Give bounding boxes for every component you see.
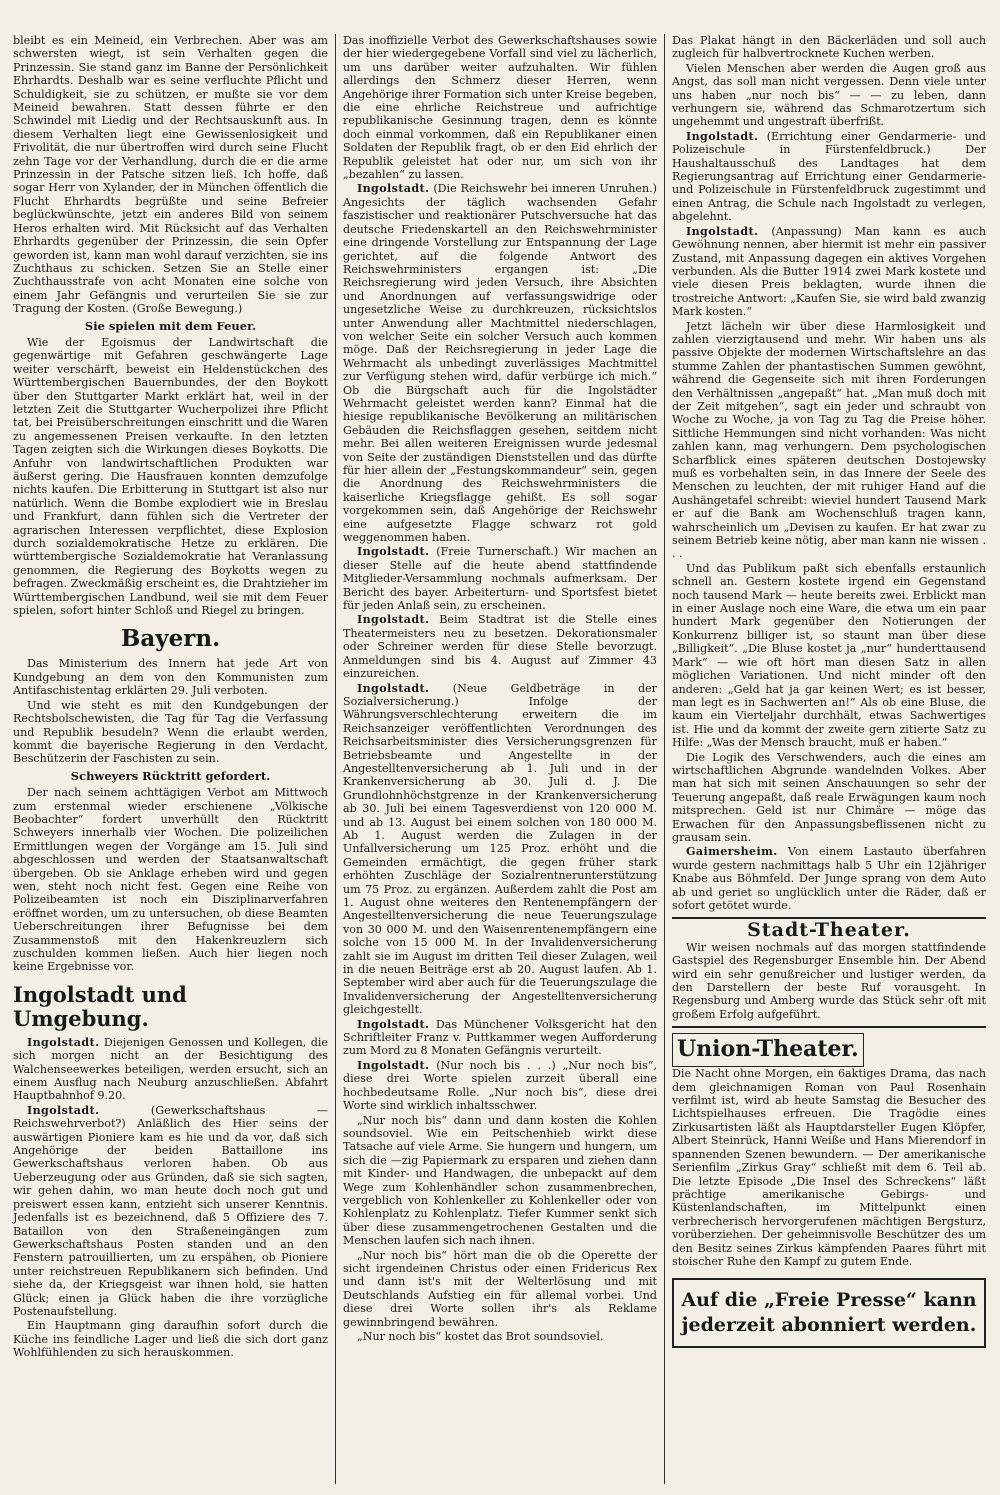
article-paragraph: Und das Publikum paßt sich ebenfalls erstaunlich schnell an. Gestern kostete irgend ein Gegenstand noch tausend Mark — heute bereits zwei. Erblickt man in einer Auslage noch eine Ware, die etwa um ein paar hundert Mark gegenüber den Notierungen der Konkurrenz billiger ist, so staunt man über diese „Billigkeit“. „Die Bluse kostet ja „nur“ hunderttausend Mark“ — wie oft hört man diesen Satz in allen möglichen Variationen. Und nicht minder oft den anderen: „Geld hat ja gar keinen Wert; es ist besser, man legt es in Sachwerten an!“ Als ob eine Bluse, die kaum ein Vierteljahr durchhält, etwas Sachwertiges ist. Hie und da kommt der zweite gern zitierte Satz zu Hilfe: „Was der Mensch braucht, muß er haben.“ [672,561,986,750]
dateline: Ingolstadt. [27,1035,100,1049]
column-3 [664,34,993,1484]
article-text: (Errichtung einer Gendarmerie- und Polizeischule in Fürstenfeldbruck.) Der Haushaltausschuß des Landtages hat dem Regierungsantrag auf Errichtung einer Gendarmerie- und Polizeischule in Fürstenfeldbruck zugestimmt und einen Antrag, die Schule nach Ingolstadt zu verlegen, abgelehnt. [672,129,986,224]
article-text: (Anpassung) Man kann es auch Gewöhnung nennen, aber hiermit ist mehr ein passiver Zustand, mit Anpassung dagegen ein aktives Vorgehen verbunden. Als die Butter 1914 zwei Mark kostete und viele diesen Preis beklagten, wurde ihnen die trostreiche Antwort: „Kaufen Sie, sie wird bald zwanzig Mark kosten.“ [672,224,986,319]
article-paragraph [343,545,657,612]
article-text: Diejenigen Genossen und Kollegen, die sich morgen nicht an der Besichtigung des Walchenseewerkes beteiligen, werden ersucht, sich an einem Ausflug nach Neuburg anzuschließen. Abfahrt Hauptbahnhof 9.20. [13,1035,328,1103]
article-paragraph: Jetzt lächeln wir über diese Harmlosigkeit und zahlen vierzigtausend und mehr. Wir haben uns als passive Objekte der modernen Wirtschaftslehre an das stumme Zahlen der phantastischen Summen gewöhnt, während die Gegenseite sich mit ihren Forderungen den Verhältnissen „angepaßt“ hat. „Man muß doch mit der Zeit mitgehen“, sagt ein jeder und schraubt von Woche zu Woche, ja von Tag zu Tag die Preise höher. Sittliche Hemmungen sind nicht vorhanden: Was nicht zahlen kann, mag verhungern. Dem psychologischen Scharfblick eines späteren deutschen Dostojewsky muß es vorbehalten sein, in das Innere der Seele des Menschen zu leuchten, der mit ruhiger Hand auf die Aushängetafel schreibt: wieviel hundert Tausend Mark er auf die Bank am Wochenschluß tragen kann, wahrscheinlich um „Devisen zu kaufen. Er hat zwar zu seinem Betrieb keine nötig, aber man kann nie wissen . . . [672,319,986,561]
ad-line: jederzeit abonniert werden. [681,1314,977,1337]
article-paragraph [343,613,657,680]
article-paragraph: Wir weisen nochmals auf das morgen stattfindende Gastspiel des Regensburger Ensemble hin. Der Abend wird ein sehr genußreicher und lustiger werden, da den Darstellern der beste Ruf vorausgeht. In Regensburg und Amberg wurde das Stück sehr oft mit großem Erfolg aufgeführt. [672,940,986,1021]
article-paragraph: Die Logik des Verschwenders, auch die eines am wirtschaftlichen Abgrunde wandelnden Volkes. Aber man hat sich mit seinen Anschauungen so sehr der Teuerung angepaßt, daß reale Erwägungen kaum noch mitsprechen. Geld ist nur Chimäre — möge das Erwachen für den Anpassungsbeflissenen nicht zu grausam sein. [672,750,986,844]
article-text: (Freie Turnerschaft.) Wir machen an dieser Stelle auf die heute abend stattfindende Mitglieder-Versammlung nochmals aufmerksam. Der Bericht des bayer. Arbeiterturn- und Sportsfest bietet für jeden Anlaß sein, zu erscheinen. [343,545,657,613]
article-text: Von einem Lastauto überfahren wurde gestern nachmittags halb 5 Uhr ein 12jähriger Knabe aus Böhmfeld. Der Junge sprang von dem Auto ab und geriet so unglücklich unter die Räder, daß er sofort getötet wurde. [672,845,986,912]
article-paragraph: Das Ministerium des Innern hat jede Art von Kundgebung an dem von den Kommunisten zum Antifaschistentag erklärten 29. Juli verboten. [13,657,328,698]
article-subheading: Schweyers Rücktritt gefordert. [70,768,271,783]
article-paragraph [343,182,657,544]
dateline: Ingolstadt. [27,1103,100,1117]
article-paragraph [672,225,986,319]
article-paragraph [343,682,657,1017]
article-paragraph: Vielen Menschen aber werden die Augen groß aus Angst, das soll man nicht vergessen. Denn viele unter uns haben „nur noch bis“ — — zu leben, dann verhungern sie, während das Schmarotzertum sich ungehemmt und ungestraft überfrißt. [672,61,986,129]
article-text: (Neue Geldbeträge in der Sozialversicherung.) Infolge der Währungsverschlechterung erweitern die im Reichsanzeiger veröffentlichten Verordnungen des Reichsarbeitsminister dies Versicherungsgrenzen für Betriebsbeamte und Angestellte in der Angestelltenversicherung ab 1. Juli und in der Krankenversicherung ab 30. Juli d. J. Die Grundlohnhöchstgrenze in der Krankenversicherung ab 30. Juli bei einem Tagesverdienst von 120 000 M. und ab 13. August bei einem solchen von 180 000 M. Ab 1. August werden die Zulagen in der Unfallversicherung um 125 Proz. erhöht und die Gemeinden ermächtigt, die gegen früher stark erhöhten Zuschläge der Sozialrentnerunterstützung um 75 Proz. zu ergänzen. Außerdem zahlt die Post am 1. August ohne weiteres den Rentenempfängern der Angestelltenversicherung die neue Teuerungszulage von 30 000 M. und den Waisenrentenempfängern eine solche von 15 000 M. In der Invalidenversicherung zahlt sie im August im dritten Teil dieser Zulagen, weil in die neuen Beiträge erst ab 20. August laufen. Ab 1. September wird aber auch für die Teuerungszulage die Invalidenversicherung der Angestelltenversicherung gleichgestellt. [343,681,657,1017]
article-text: (Gewerkschaftshaus — Reichswehrverbot?) Anläßlich des Hier seins der auswärtigen Pioniere kam es hie und da vor, daß sich Angehörige der beiden Battaillone ins Gewerkschaftshaus verloren haben. Ob aus Ueberzeugung oder aus Gründen, daß sie sich sagten, wir gehen dahin, wo man heute doch noch gut und preiswert essen kann, entzieht sich unserer Kenntnis. Jedenfalls ist es bezeichnend, daß 5 Offiziere des 7. Bataillon von den Straßeneingängen zum Gewerkschaftshaus Posten standen und an den Fenstern patrouillierten, um zu erspähen, ob Pioniere unter reichstreuen Republikanern sich befinden. Und siehe da, der Kriegsgeist war ihnen hold, sie hatten Glück; einen ja Glück haben die ihre vorzügliche Postenaufstellung. [13,1103,328,1318]
article-paragraph [13,1104,328,1319]
article-text: Das Münchener Volksgericht hat den Schriftleiter Franz v. Puttkammer wegen Aufforderung zum Mord zu 8 Monaten Gefängnis verurteilt. [343,1017,657,1058]
section-divider [672,1026,986,1028]
article-paragraph [13,1036,328,1103]
article-paragraph: Das inoffizielle Verbot des Gewerkschaftshauses sowie der hier wiedergegebene Vorfall sind viel zu lächerlich, um uns darüber weiter aufzuhalten. Wir fühlen allerdings den Schmerz dieser Herren, wenn Angehörige ihrer Formation sich unter Kreise begeben, die eine ehrliche Reichstreue und aufrichtige republikanische Gesinnung tragen, denn es könnte doch einmal vorkommen, daß ein Republikaner einen Soldaten der Republik fragt, ob er den Eid ehrlich der Republik geleistet hat oder nur, um sich von ihr „bezahlen“ zu lassen. [343,34,657,182]
article-paragraph: Und wie steht es mit den Kundgebungen der Rechtsbolschewisten, die Tag für Tag die Verfassung und Republik besudeln? Wenn die erlaubt werden, kommt die bayerische Regierung in den Verdacht, Beschützerin der Faschisten zu sein. [13,698,328,766]
dateline: Ingolstadt. [357,182,430,196]
article-text: (Die Reichswehr bei inneren Unruhen.) Angesichts der täglich wachsenden Gefahr faszistischer und reaktionärer Putschversuche hat das deutsche Friedenskartell an den Reichswehrminister eine dringende Vorstellung zur Entspannung der Lage gerichtet, auf die folgende Antwort des Reichswehrministers ergangen ist: „Die Reichsregierung wird jeden Versuch, ihre Absichten und Anordnungen auf verfassungswidrige oder ungesetzliche Weise zu durchkreuzen, rücksichtslos unter Anwendung aller Machtmittel niederschlagen, von welcher Seite ein solcher Versuch auch kommen möge. Daß der Reichsregierung in jeder Lage die Wehrmacht als unbedingt zuverlässiges Machtmittel zur Verfügung stehen wird, dafür verbürge ich mich.“ Ob die Bürgschaft auch für die Ingolstädter Wehrmacht geleistet werden kann? Einmal hat die hiesige republikanische Bevölkerung an militärischen Gebäuden die Reichsflaggen gesehen, seitdem nicht mehr. Bei allen weiteren Ereignissen wurde jedesmal von Seite der zuständigen Dienststellen und das dürfte für hier allein der „Festungskommandeur“ sein, gegen die Anordnung des Reichswehrministers die kaiserliche Kriegsflagge gehißt. Es soll sogar vorgekommen sein, daß Angehörige der Reichswehr eine aufgesetzte Flagge schwarz rot gold weggenommen haben. [343,182,657,545]
article-text: (Nur noch bis . . .) „Nur noch bis“, diese drei Worte spielen zurzeit überall eine hochbedeutsame Rolle. „Nur noch bis“, diese drei Worte sind wirklich inhaltsschwer. [343,1058,657,1113]
article-paragraph: Ein Hauptmann ging daraufhin sofort durch die Küche ins feindliche Lager und ließ die sich dort ganz Wohlfühlenden zu sich herauskommen. [13,1319,328,1360]
dateline: Ingolstadt. [357,545,430,559]
dateline: Ingolstadt. [357,613,430,627]
article-paragraph: „Nur noch bis“ kostet das Brot soundsoviel. [357,1330,604,1343]
article-paragraph [343,1018,657,1058]
article-paragraph [672,845,986,912]
dateline: Gaimersheim. [686,845,778,859]
article-paragraph: bleibt es ein Meineid, ein Verbrechen. Aber was am schwersten wiegt, ist sein Verhalten gegen die Prinzessin. Sie stand ganz im Banne der Persönlichkeit Ehrhardts. Deshalb war es seine verfluchte Pflicht und Schuldigkeit, sie zu schützen, er mußte sie vor dem Meineid bewahren. Statt dessen führte er den Schwindel mit Liedig und der Rechtsauskunft aus. In diesem Verhalten liegt eine Gewissenlosigkeit und Frivolität, die nur übertroffen wird durch seine Flucht zehn Tage vor der Verhandlung, durch die er die arme Prinzessin in der Patsche sitzen ließ. Ich hoffe, daß sogar Herr von Xylander, der in München öffentlich die Flucht Ehrhardts begrüßte und seine Befreier beglückwünschte, jetzt ein anderes Bild von seinem Heros erhalten wird. Mit Rücksicht auf das Verhalten Ehrhardts gegenüber der Prinzessin, die sein Opfer geworden ist, kann man wohl darauf verzichten, sie ins Zuchthaus zu schicken. Setzen Sie an Stelle einer Zuchthausstrafe von acht Monaten eine solche von einem Jahr Gefängnis und verurteilen Sie sie zur Tragung der Kosten. (Große Bewegung.) [13,34,328,316]
article-paragraph [672,130,986,224]
dateline: Ingolstadt. [686,129,759,143]
dateline: Ingolstadt. [686,224,759,238]
article-paragraph: Das Plakat hängt in den Bäckerläden und soll auch zugleich für halbvertrocknete Kuchen werben. [672,34,986,61]
column-container [6,34,994,1484]
union-theater-heading: Union-Theater. [672,1033,864,1067]
dateline: Ingolstadt. [357,1017,430,1031]
article-paragraph: Der nach seinem achttägigen Verbot am Mittwoch zum erstenmal wieder erschienene „Völkische Beobachter“ fordert unverhüllt den Rücktritt Schweyers innerhalb vier Wochen. Die polizeilichen Ermittlungen wegen der Vorgänge am 15. Juli sind abgeschlossen und werden der Staatsanwaltschaft übergeben. Ob sie Anklage erheben wird und gegen wen, steht noch nicht fest. Gegen eine Reihe von Polizeibeamten ist noch ein Disziplinarverfahren eröffnet worden, um zu untersuchen, ob diese Beamten Ueberschreitungen ihrer Befugnisse bei dem Zusammenstoß mit den Hakenkreuzlern sich zuschulden kommen ließen. Auch hier liegen noch keine Ergebnisse vor. [13,786,328,974]
article-paragraph: „Nur noch bis“ dann und dann kosten die Kohlen soundsoviel. Wie ein Peitschenhieb wirkt diese Tatsache auf viele Arme. Sie hungern und hungern, um sich die —zig Papiermark zu ersparen und ziehen dann mit Kinder- und Handwagen, die unbepackt auf dem Wege zum Kohlenhändler schon zusammenbrechen, vergeblich von Kohlenkeller zu Kohlenkeller oder von Kohlenplatz zu Kohlenplatz. Tiefer Kummer senkt sich über diese zusammengetrochenen Gestalten und die Menschen laufen sich nach ihnen. [343,1113,657,1248]
union-theater-notice [672,1033,986,1067]
article-paragraph: „Nur noch bis“ hört man die ob die Operette der sicht irgendeinen Christus oder einen Fridericus Rex und dann ist's mit der Welterlösung und mit Deutschlands Aufstieg ein für allemal vorbei. Und diese drei Worte sollen ihr's als Reklame gewinnbringend bewähren. [343,1248,657,1329]
dateline: Ingolstadt. [357,1058,430,1072]
article-subheading: Sie spielen mit dem Feuer. [84,318,257,333]
article-text: Beim Stadtrat ist die Stelle eines Theatermeisters neu zu besetzen. Dekorationsmaler oder Schreiner werden für diese Stelle bevorzugt. Anmeldungen sind bis 4. August auf Zimmer 43 einzureichen. [343,613,657,681]
article-paragraph [343,1059,657,1113]
column-2 [335,34,664,1484]
column-1 [6,34,335,1484]
ad-line: Auf die „Freie Presse“ kann [681,1289,977,1312]
article-paragraph: Wie der Egoismus der Landwirtschaft die gegenwärtige mit Gefahren geschwängerte Lage weiter verschärft, beweist ein Heldenstückchen des Württembergischen Bauernbundes, der den Boykott über den Stuttgarter Markt erklärt hat, weil in der letzten Zeit die Stuttgarter Wucherpolizei ihre Pflicht tat, bei Preisüberschreitungen einschritt und die Waren zu angemessenen Preisen verkaufte. In den letzten Tagen zeigten sich die Wirkungen dieses Boykotts. Die Anfuhr von landwirtschaftlichen Produkten war äußerst gering. Die Hausfrauen konnten demzufolge nichts kaufen. Die Erbitterung in Stuttgart ist also nur natürlich. Wenn die Bombe explodiert wie in Breslau und Frankfurt, dann fühlen sich die Vertreter der agrarischen Interessen verpflichtet, diese Explosion durch sozialdemokratische Hetze zu erklären. Die württembergische Sozialdemokratie hat Veranlassung genommen, die Regierung des Boykotts wegen zu befragen. Zweckmäßig erscheint es, die Drahtzieher im Württembergischen Landbund, weil sie mit dem Feuer spielen, sofort hinter Schloß und Riegel zu bringen. [13,335,328,618]
article-paragraph: Die Nacht ohne Morgen, ein 6aktiges Drama, das nach dem gleichnamigen Roman von Paul Rosenhain verfilmt ist, wird ab heute Samstag die Besucher des Lichtspielhauses erfreuen. Die Tragödie eines Zirkusartisten läßt als Hauptdarsteller Eugen Klöpfer, Albert Steinrück, Hanni Weiße und Hans Mierendorf in spannenden Szenen bewundern. — Der amerikanische Serienfilm „Zirkus Gray“ schließt mit dem 6. Teil ab. Die letzte Episode „Die Insel des Schreckens“ läßt prächtige amerikanische Gebirgs- und Küstenlandschaften, im Mittelpunkt einen verbrecherisch hervorgerufenen mächtigen Bergsturz, vorüberziehen. Der geheimnisvolle Beschützer des um den Besitz seines Zirkus kämpfenden Paares führt mit stoischer Ruhe den Kampf zu gutem Ende. [672,1067,986,1268]
section-heading-bayern: Bayern. [120,625,221,653]
stadt-theater-heading: Stadt-Theater. [747,919,911,942]
subscription-advertisement [672,1278,986,1348]
dateline: Ingolstadt. [357,681,430,695]
section-heading-ingolstadt: Ingolstadt und Umgebung. [13,981,187,1031]
